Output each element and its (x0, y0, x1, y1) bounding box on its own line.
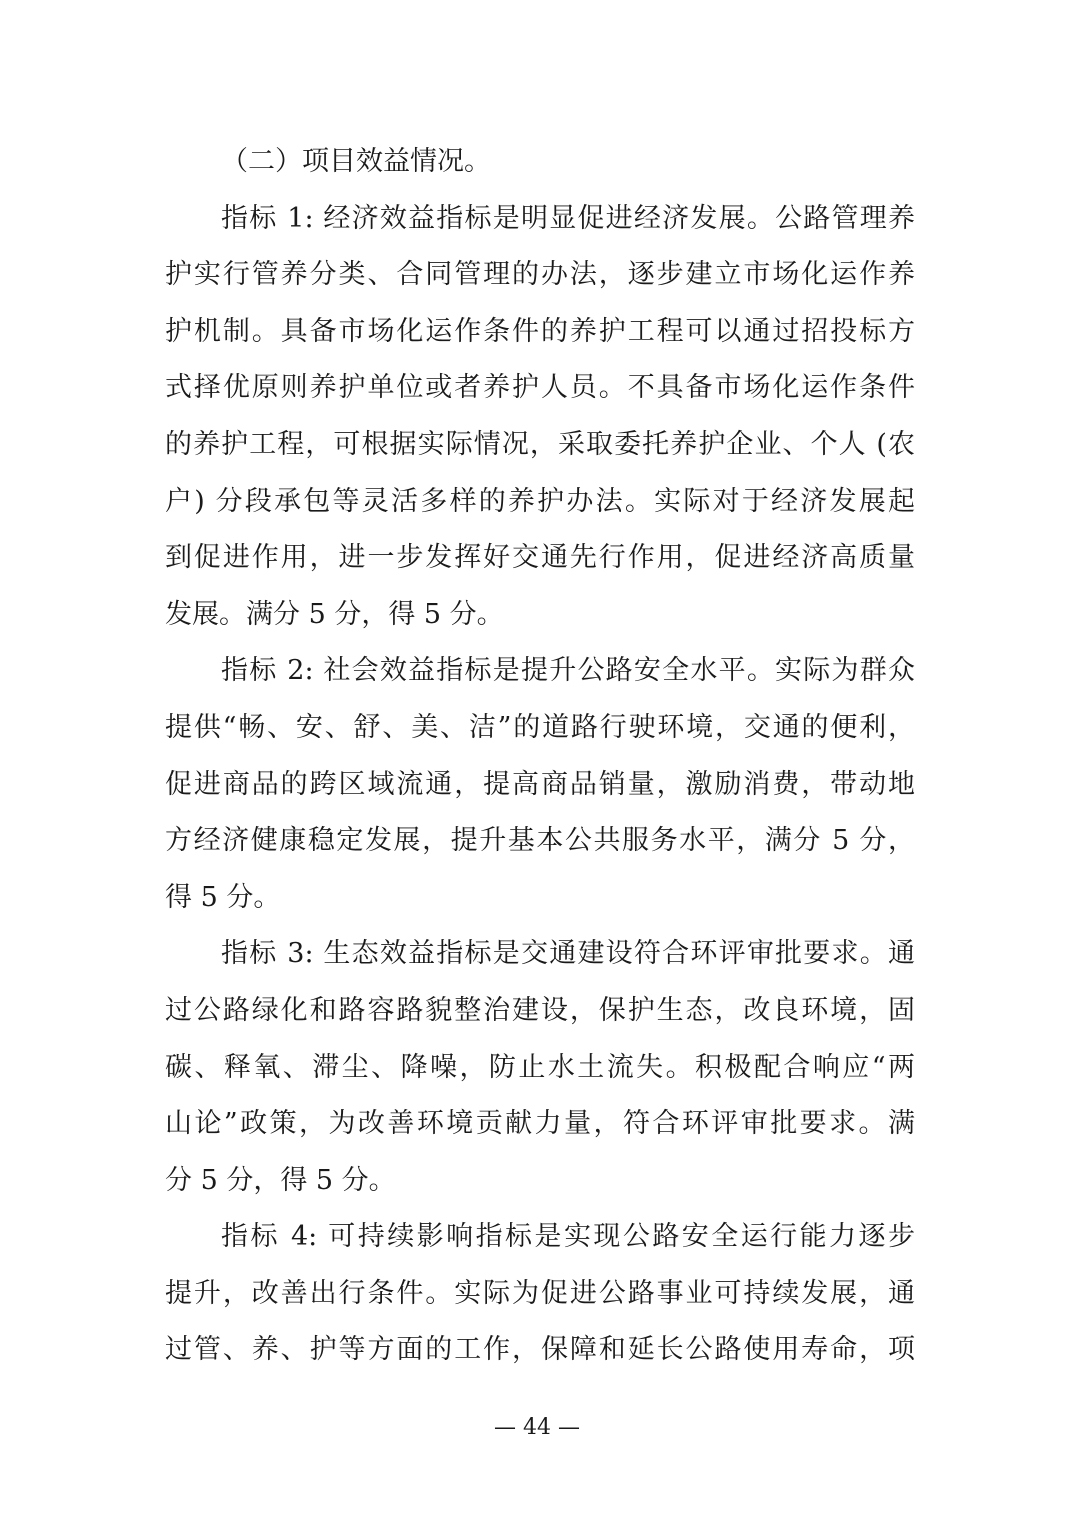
text-line: 护实行管养分类、合同管理的办法，逐步建立市场化运作养 (165, 259, 915, 291)
text-line: 指标 4: 可持续影响指标是实现公路安全运行能力逐步 (221, 1221, 915, 1253)
text-line: 提供“畅、安、舒、美、洁”的道路行驶环境，交通的便利， (165, 711, 915, 743)
text-line: 山论”政策，为改善环境贡献力量，符合环评审批要求。满 (165, 1108, 915, 1140)
text-line: 过公路绿化和路容路貌整治建设，保护生态，改良环境，固 (165, 994, 915, 1026)
text-line: 得 5 分。 (165, 881, 281, 913)
text-line: 过管、养、护等方面的工作，保障和延长公路使用寿命，项 (165, 1334, 915, 1366)
text-line: 碳、释氧、滞尘、降噪，防止水土流失。积极配合响应“两 (165, 1051, 915, 1083)
text-line: 促进商品的跨区域流通，提高商品销量，激励消费，带动地 (165, 768, 915, 800)
text-line: 护机制。具备市场化运作条件的养护工程可以通过招投标方 (165, 315, 915, 347)
section-heading: （二）项目效益情况。 (221, 146, 491, 177)
text-line: 指标 3: 生态效益指标是交通建设符合环评审批要求。通 (221, 938, 915, 970)
text-line: 分 5 分，得 5 分。 (165, 1164, 396, 1196)
text-line: 到促进作用，进一步发挥好交通先行作用，促进经济高质量 (165, 542, 915, 574)
text-line: 式择优原则养护单位或者养护人员。不具备市场化运作条件 (165, 372, 915, 404)
text-line: 指标 2: 社会效益指标是提升公路安全水平。实际为群众 (221, 655, 915, 687)
text-line: 提升，改善出行条件。实际为促进公路事业可持续发展，通 (165, 1277, 915, 1309)
text-line: 方经济健康稳定发展，提升基本公共服务水平，满分 5 分， (165, 825, 915, 857)
text-line: 发展。满分 5 分，得 5 分。 (165, 598, 504, 630)
text-line: 的养护工程，可根据实际情况，采取委托养护企业、个人 (农 (165, 428, 915, 460)
text-line: 户) 分段承包等灵活多样的养护办法。实际对于经济发展起 (165, 485, 915, 517)
document-body (165, 134, 915, 1379)
page-number: — 44 — (494, 1415, 580, 1440)
text-line: 指标 1: 经济效益指标是明显促进经济发展。公路管理养 (221, 202, 915, 234)
